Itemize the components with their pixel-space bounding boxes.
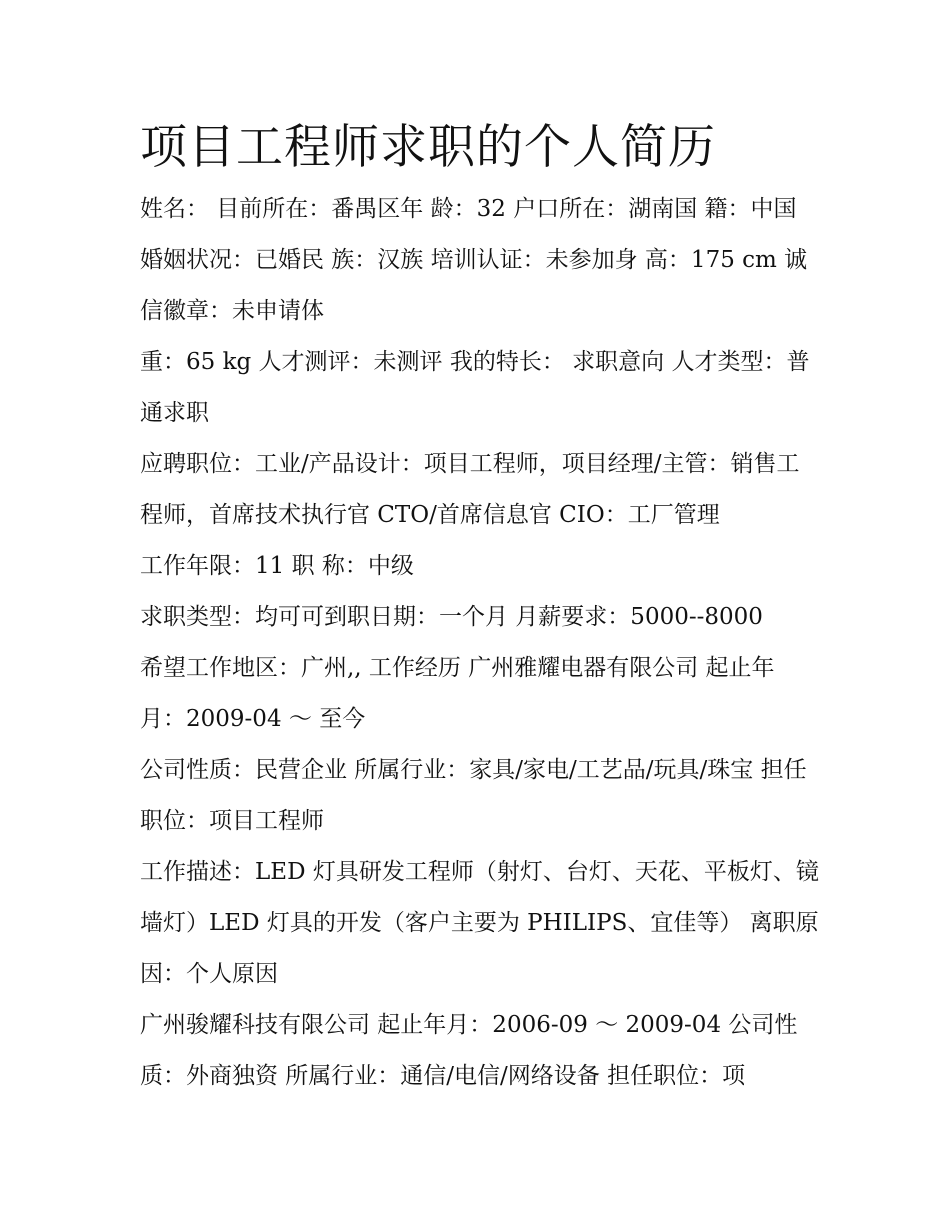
paragraph-job-type-salary: 求职类型：均可可到职日期：一个月 月薪要求：5000--8000 bbox=[140, 604, 763, 630]
paragraph-weight-and-intent: 重：65 kg 人才测评：未测评 我的特长： 求职意向 人才类型：普通求职 bbox=[140, 349, 810, 426]
paragraph-work-area-experience: 希望工作地区：广州,, 工作经历 广州雅耀电器有限公司 起止年月：2009-04 ～ 至今 bbox=[140, 655, 775, 732]
paragraph-company-nature: 公司性质：民营企业 所属行业：家具/家电/工艺品/玩具/珠宝 担任职位：项目工程师 bbox=[140, 757, 807, 834]
paragraph-previous-company: 广州骏耀科技有限公司 起止年月：2006-09 ～ 2009-04 公司性质：外商独资 所属行业：通信/电信/网络设备 担任职位：项 bbox=[140, 1012, 798, 1089]
paragraph-work-description: 工作描述：LED 灯具研发工程师（射灯、台灯、天花、平板灯、镜墙灯）LED 灯具的开发（客户主要为 PHILIPS、宜佳等） 离职原因：个人原因 bbox=[140, 859, 819, 987]
paragraph-work-years: 工作年限：11 职 称：中级 bbox=[140, 553, 414, 579]
paragraph-applied-positions: 应聘职位：工业/产品设计：项目工程师，项目经理/主管：销售工程师，首席技术执行官 CTO/首席信息官 CIO：工厂管理 bbox=[140, 451, 800, 528]
paragraph-personal-info: 姓名： 目前所在：番禺区年 龄：32 户口所在：湖南国 籍：中国 婚姻状况：已婚民 族：汉族 培训认证：未参加身 高：175 cm 诚信徽章：未申请体 bbox=[140, 196, 808, 324]
document-title: 项目工程师求职的个人简历 bbox=[140, 120, 716, 175]
document-content bbox=[140, 112, 820, 1102]
